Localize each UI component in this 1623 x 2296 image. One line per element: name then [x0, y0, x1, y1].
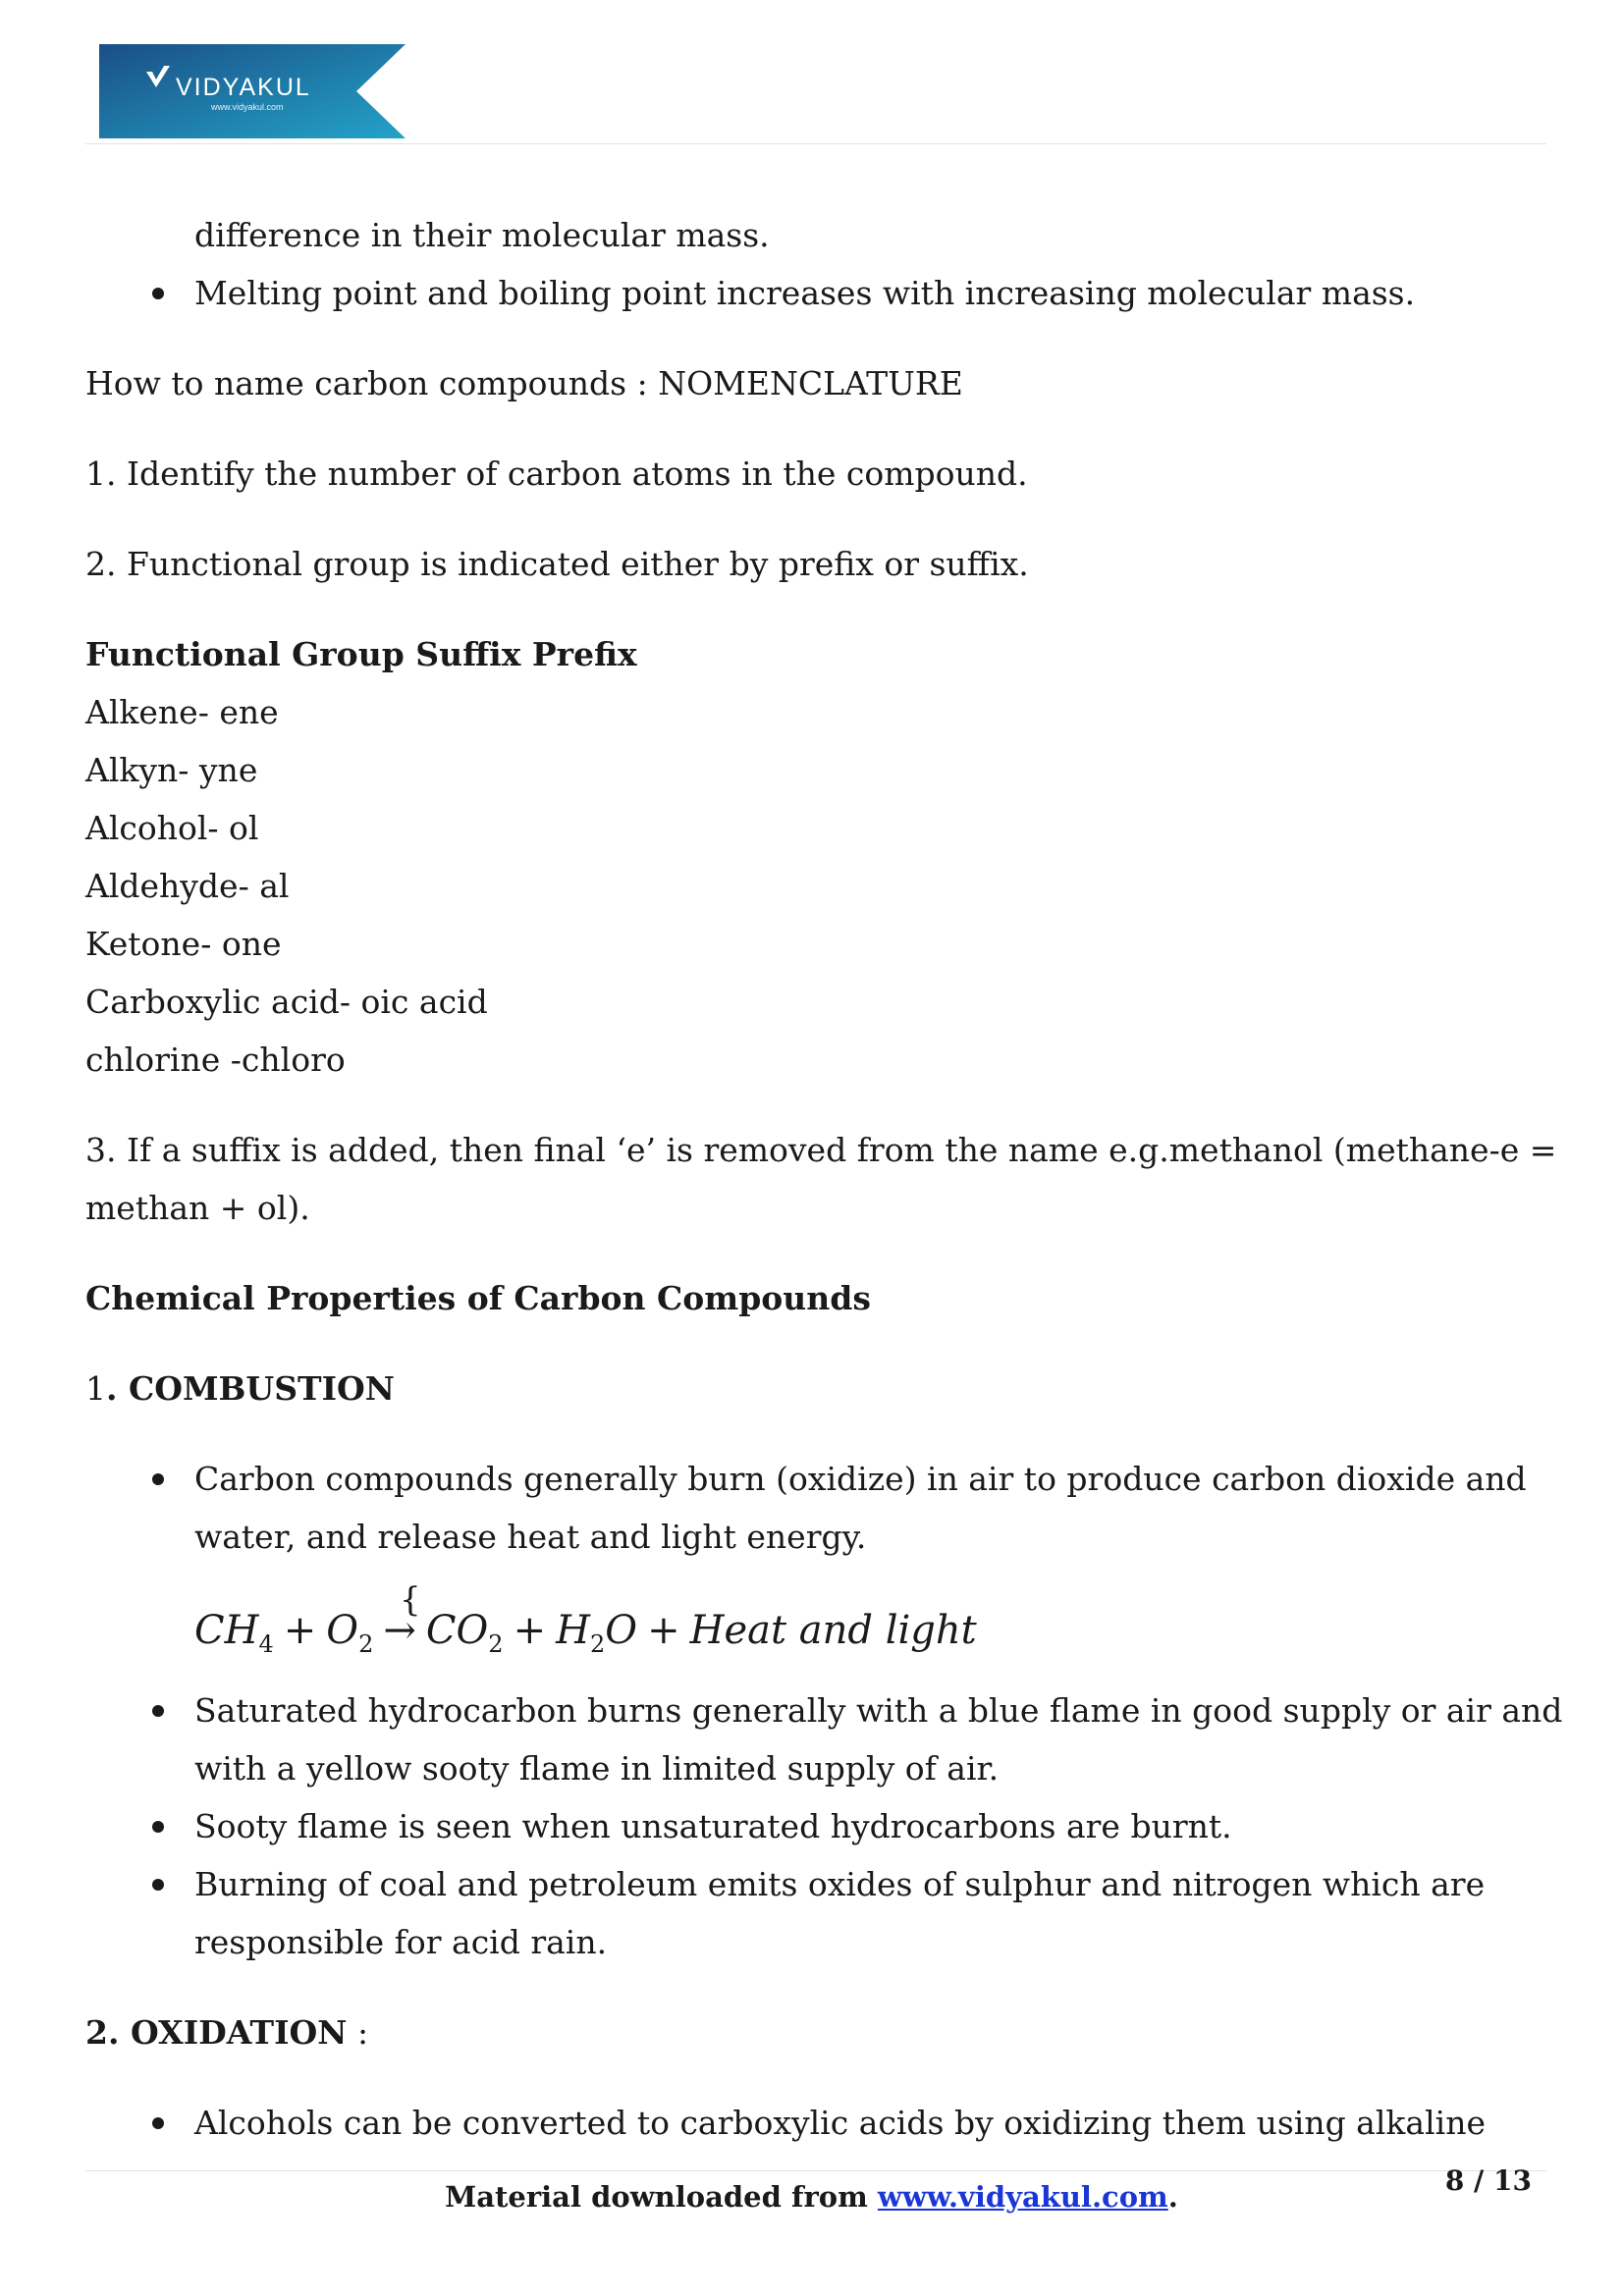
vidyakul-logo[interactable]: [99, 44, 406, 138]
bullet-text: Sooty flame is seen when unsaturated hydrocarbons are burnt.: [194, 1807, 1232, 1845]
header-divider: [85, 143, 1546, 144]
combustion-title: . COMBUSTION: [106, 1369, 395, 1408]
group-aldehyde: Aldehyde- al: [85, 867, 290, 905]
oxidation-bullet-1: [85, 2094, 1539, 2152]
bullet-dot-icon: [152, 2117, 164, 2129]
eq-ch: CH: [194, 1608, 259, 1653]
eq-co: CO: [425, 1608, 489, 1653]
eq-plus: +: [513, 1608, 547, 1653]
bullet-dot-icon: [152, 1705, 164, 1717]
eq-plus: +: [647, 1608, 680, 1653]
eq-ch-sub: 4: [258, 1630, 274, 1658]
bullet-dot-icon: [152, 1473, 164, 1485]
combustion-bullet-1: [85, 1450, 1539, 1508]
bullet-text: Saturated hydrocarbon burns generally with a blue flame in good supply or air and: [194, 1691, 1563, 1730]
combustion-bullet-2: [85, 1682, 1563, 1739]
equation-brace: {: [400, 1580, 421, 1620]
nomenclature-step-3-cont: methan + ol).: [85, 1189, 310, 1227]
oxidation-heading: [85, 2003, 1539, 2061]
page-number: 8 / 13: [1444, 2164, 1532, 2197]
functional-group-table-header: Functional Group Suffix Prefix: [85, 635, 637, 673]
nomenclature-step-3: 3. If a suffix is added, then final ‘e’ is removed from the name e.g.methanol (methane-e =: [85, 1131, 1557, 1169]
combustion-bullet-4: [85, 1855, 1539, 1913]
combustion-number: 1: [85, 1369, 106, 1408]
logo-wordmark: VIDYAKUL: [176, 74, 311, 101]
footer-suffix: .: [1167, 2180, 1178, 2214]
page-content: [85, 206, 1563, 2152]
eq-heat-and-light: Heat and light: [689, 1608, 977, 1653]
logo-banner-graphic: [99, 44, 406, 138]
group-carboxylic-acid: Carboxylic acid- oic acid: [85, 983, 488, 1021]
combustion-bullet-1-cont: water, and release heat and light energy.: [194, 1518, 867, 1556]
footer-note: [0, 2172, 1623, 2221]
logo-url: www.vidyakul.com: [211, 102, 284, 112]
combustion-bullet-2-cont: with a yellow sooty flame in limited supply of air.: [194, 1749, 1000, 1788]
eq-o: O: [326, 1608, 359, 1653]
oxidation-title: 2. OXIDATION: [85, 2013, 348, 2052]
bullet-dot-icon: [152, 1821, 164, 1833]
eq-h-sub: 2: [589, 1630, 606, 1658]
bullet-dot-icon: [152, 1879, 164, 1891]
combustion-heading: [85, 1360, 1539, 1417]
equation-line: [194, 1602, 977, 1674]
eq-o-sub: 2: [358, 1630, 374, 1658]
group-ketone: Ketone- one: [85, 925, 282, 963]
footer-website-link[interactable]: www.vidyakul.com: [877, 2180, 1168, 2214]
combustion-bullet-4-cont: responsible for acid rain.: [194, 1923, 608, 1961]
footer-prefix: Material downloaded from: [445, 2180, 878, 2214]
eq-plus: +: [283, 1608, 317, 1653]
footer-divider: [85, 2170, 1546, 2171]
eq-h: H: [556, 1608, 590, 1653]
chemical-properties-heading: Chemical Properties of Carbon Compounds: [85, 1279, 871, 1317]
combustion-bullet-3: [85, 1797, 1539, 1855]
bullet-text: Alcohols can be converted to carboxylic acids by oxidizing them using alkaline: [194, 2104, 1486, 2142]
oxidation-colon: :: [347, 2013, 369, 2052]
nomenclature-step-2: 2. Functional group is indicated either by prefix or suffix.: [85, 545, 1029, 583]
group-alcohol: Alcohol- ol: [85, 809, 259, 847]
nomenclature-heading: How to name carbon compounds : NOMENCLATURE: [85, 364, 963, 402]
eq-arrow: →: [383, 1608, 416, 1653]
bullet-text: Carbon compounds generally burn (oxidize) in air to produce carbon dioxide and: [194, 1460, 1527, 1498]
eq-co-sub: 2: [488, 1630, 504, 1658]
group-alkyne: Alkyn- yne: [85, 751, 258, 789]
combustion-equation: [85, 1566, 1539, 1682]
bullet-text: Melting point and boiling point increases with increasing molecular mass.: [194, 274, 1416, 312]
bullet-text: Burning of coal and petroleum emits oxides of sulphur and nitrogen which are: [194, 1865, 1486, 1903]
group-alkene: Alkene- ene: [85, 693, 279, 731]
bullet-dot-icon: [152, 288, 164, 299]
eq-h-o: O: [605, 1608, 638, 1653]
bullet-melting-point: [85, 264, 1539, 322]
continued-line: difference in their molecular mass.: [194, 216, 770, 254]
nomenclature-step-1: 1. Identify the number of carbon atoms in the compound.: [85, 454, 1028, 493]
group-chlorine: chlorine -chloro: [85, 1041, 346, 1079]
